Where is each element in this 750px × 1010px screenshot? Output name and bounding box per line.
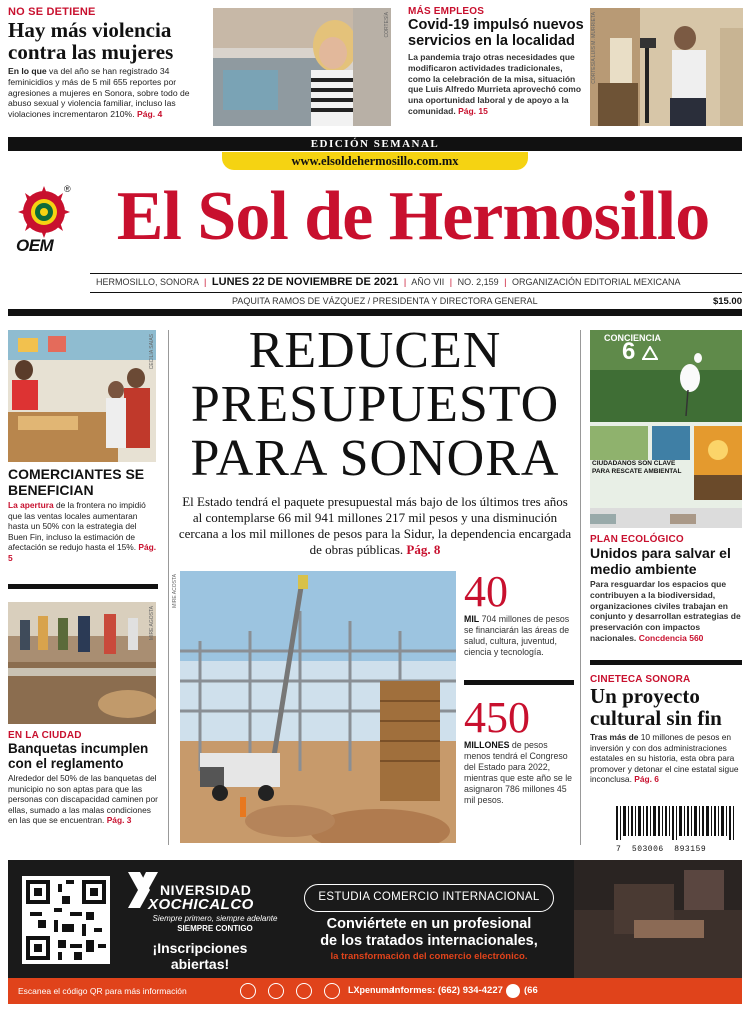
- barcode-number: 7 503006 893159: [616, 845, 707, 854]
- masthead-info-row: HERMOSILLO, SONORA | LUNES 22 DE NOVIEMBRE DE 2021 | AÑO VII | NO. 2,159 | ORGANIZACIÓN EDITORIAL MEXICANA: [96, 276, 681, 288]
- headline-line-1: REDUCEN: [248, 322, 502, 379]
- headline-line-2: PRESUPUESTO: [190, 376, 560, 433]
- ad-banner[interactable]: [8, 860, 742, 1004]
- website-link[interactable]: www.elsoldehermosillo.com.mx: [222, 152, 528, 170]
- divider: [464, 680, 574, 685]
- page-ref: Concdencia 560: [638, 632, 704, 643]
- divider: [8, 584, 158, 589]
- sidewalk-photo: [8, 602, 156, 724]
- oem-logo-text: OEM: [16, 236, 54, 255]
- story-body: Para resguardar los espacios que contribuyen a la biodiversidad, organizaciones civiles trabajan en conjunto y desarrollan estrategias de preservación con impactos nacionales. Concdencia 560: [590, 579, 741, 643]
- construction-photo: [180, 571, 456, 843]
- conciencia-mini-headline: CIUDADANOS SON CLAVE PARA RESCATE AMBIENTAL: [592, 460, 682, 475]
- footer-qr-text: Escanea el código QR para más información: [18, 986, 187, 996]
- story-headline: COMERCIANTES SE BENEFICIAN: [8, 466, 145, 498]
- teaser-headline: Hay más violencia contra las mujeres: [8, 18, 174, 64]
- photo-credit: MIRE AGOSTA: [149, 606, 155, 641]
- story-headline: Banquetas incumplen con el reglamento: [8, 741, 149, 771]
- footer-phone-2: (66: [524, 985, 538, 996]
- vendors-photo: [8, 330, 156, 462]
- stat-number: 40: [464, 567, 508, 616]
- promo-line-1: Conviértete en un profesional: [326, 916, 532, 932]
- photo-credit: MIRE ACOSTA: [172, 574, 178, 608]
- masthead-rule-top: [90, 273, 742, 274]
- footer-icon-1: [240, 983, 256, 999]
- column-rule-left: [168, 330, 169, 845]
- main-deck: El Estado tendrá el paquete presupuestal más bajo de los últimos tres años al contemplarse 66 mil 941 millones 217 mil pesos y una disminución cercana a los mil millones de pesos para la Sidur, la dependencia encargada de obras públicas. Pág. 8: [178, 494, 572, 557]
- info-city: HERMOSILLO, SONORA: [96, 277, 199, 287]
- newspaper-title[interactable]: El Sol de Hermosillo: [116, 178, 710, 255]
- teaser-kicker: NO SE DETIENE: [8, 6, 96, 18]
- program-pill[interactable]: ESTUDIA COMERCIO INTERNACIONAL: [304, 884, 554, 912]
- university-tagline-1: Siempre primero, siempre adelante: [152, 914, 278, 923]
- page-ref: Pág. 6: [634, 774, 659, 785]
- page-ref: Pág. 15: [458, 105, 488, 116]
- info-org: ORGANIZACIÓN EDITORIAL MEXICANA: [512, 277, 681, 287]
- director-line: PAQUITA RAMOS DE VÁZQUEZ / PRESIDENTA Y DIRECTORA GENERAL: [232, 296, 538, 306]
- university-tagline-2: SIEMPRE CONTIGO: [177, 924, 253, 933]
- ad-photo: [574, 860, 742, 978]
- photo-credit: CECILIA SAIAS: [149, 334, 155, 370]
- university-name-2: XOCHICALCO: [148, 896, 254, 913]
- university-name-1: NIVERSIDAD: [160, 882, 252, 898]
- page-ref: Pág. 4: [136, 109, 163, 120]
- top-left-teaser[interactable]: [8, 6, 208, 130]
- cineteca-story[interactable]: [590, 674, 742, 785]
- banquetas-story[interactable]: [8, 730, 158, 826]
- footer-icon-4: [324, 983, 340, 999]
- divider: [590, 660, 742, 665]
- ad-footer: [8, 978, 742, 1004]
- plan-ecologico-story[interactable]: [590, 534, 742, 644]
- story-headline: Unidos para salvar el medio ambiente: [590, 545, 731, 577]
- stat-body: MILLONES de pesos menos tendrá el Congreso del Estado para 2022, mientras que este año se le asignaron 786 millones 45 mil pesos.: [464, 740, 573, 805]
- whatsapp-icon: [506, 984, 520, 998]
- woman-photo: [213, 8, 391, 126]
- info-date: LUNES 22 DE NOVIEMBRE DE 2021: [211, 276, 399, 288]
- photo-credit: CORTESÍA LUIS M. MURRIETA: [591, 12, 597, 84]
- headline-line-3: PARA SONORA: [190, 430, 560, 487]
- masthead-rule-bottom: [8, 309, 742, 316]
- stat-450: [464, 693, 574, 806]
- promo-line-3: la transformación del comercio electrónico.: [330, 951, 528, 962]
- recycle-icon: [642, 346, 658, 360]
- top-right-teaser[interactable]: [408, 6, 586, 130]
- teaser-headline: Covid-19 impulsó nuevos servicios en la localidad: [408, 17, 584, 49]
- masthead-rule-mid: [90, 292, 742, 293]
- story-headline: Un proyecto cultural sin fin: [590, 684, 722, 730]
- stat-number: 450: [464, 693, 530, 742]
- story-body: Alrededor del 50% de las banquetas del municipio no son aptas para que las personas con discapacidad caminen por ellas, sumado a las malas condiciones en las que se encuentran. Pág. 3: [8, 773, 158, 826]
- page-ref: Pág. 3: [106, 815, 132, 826]
- info-year: AÑO VII: [411, 277, 445, 287]
- registered-mark: ®: [64, 184, 71, 194]
- edition-label: EDICIÓN SEMANAL: [310, 138, 440, 150]
- comerciantes-story[interactable]: [8, 466, 158, 564]
- stat-40: [464, 567, 574, 658]
- story-kicker: PLAN ECOLÓGICO: [590, 534, 684, 545]
- footer-icon-2: [268, 983, 284, 999]
- story-kicker: CINETECA SONORA: [590, 674, 691, 685]
- price: $15.00: [712, 296, 742, 307]
- teaser-body: En lo que va del año se han registrado 34 feminicidios y más de 5 mil 655 reportes por agresiones a mujeres en Sonora, sobre todo de abuso sexual y violencia familiar, incluso las violaciones incrementaron 210%. Pág. 4: [8, 66, 190, 120]
- oem-logo[interactable]: [14, 184, 74, 258]
- church-photo: [590, 8, 743, 126]
- footer-phone: Informes: (662) 934-4227: [392, 985, 503, 996]
- teaser-kicker: MÁS EMPLEOS: [408, 6, 485, 17]
- conciencia-brand: CONCIENCIA: [604, 333, 662, 343]
- conciencia-promo[interactable]: [590, 330, 742, 528]
- footer-icon-3: [296, 983, 312, 999]
- stat-body: MIL 704 millones de pesos se financiarán las áreas de salud, cultura, juventud, ciencia y tecnología.: [464, 614, 570, 657]
- page-ref: Pág. 8: [406, 542, 441, 557]
- photo-credit: CORTESÍA: [384, 12, 390, 38]
- barcode: [616, 806, 736, 854]
- conciencia-number: 6: [622, 338, 636, 365]
- inscripciones: ¡Inscripciones abiertas!: [152, 940, 248, 972]
- story-kicker: EN LA CIUDAD: [8, 730, 82, 741]
- info-issue: NO. 2,159: [457, 277, 499, 287]
- column-rule-right: [580, 330, 581, 845]
- teaser-body: La pandemia trajo otras necesidades que modificaron actividades tradicionales, como la celebración de la misa, situación que Luis Alfredo Murrieta aprovechó como una oportunidad laboral y de apoyo a la comunidad. Pág. 15: [408, 52, 582, 116]
- page-ref: Pág. 5: [8, 542, 157, 563]
- barcode-bars: [616, 806, 736, 840]
- story-body: La apertura de la frontera no impidió que las ventas locales aumentaran hasta un 50% con la estrategia del Buen Fin, incluso la estimación de afectación se redujo hasta el 15%. Pág. 5: [8, 500, 157, 563]
- main-headline[interactable]: [176, 324, 574, 486]
- promo-line-2: de los tratados internacionales,: [320, 933, 538, 949]
- qr-code: [22, 876, 110, 964]
- footer-brand: LXpenuma: [348, 985, 395, 995]
- story-body: Tras más de 10 millones de pesos en inversión y con dos administraciones estatales en su historia, esta obra para promover y detonar el cine estatal sigue inconclusa. Pág. 6: [590, 732, 739, 785]
